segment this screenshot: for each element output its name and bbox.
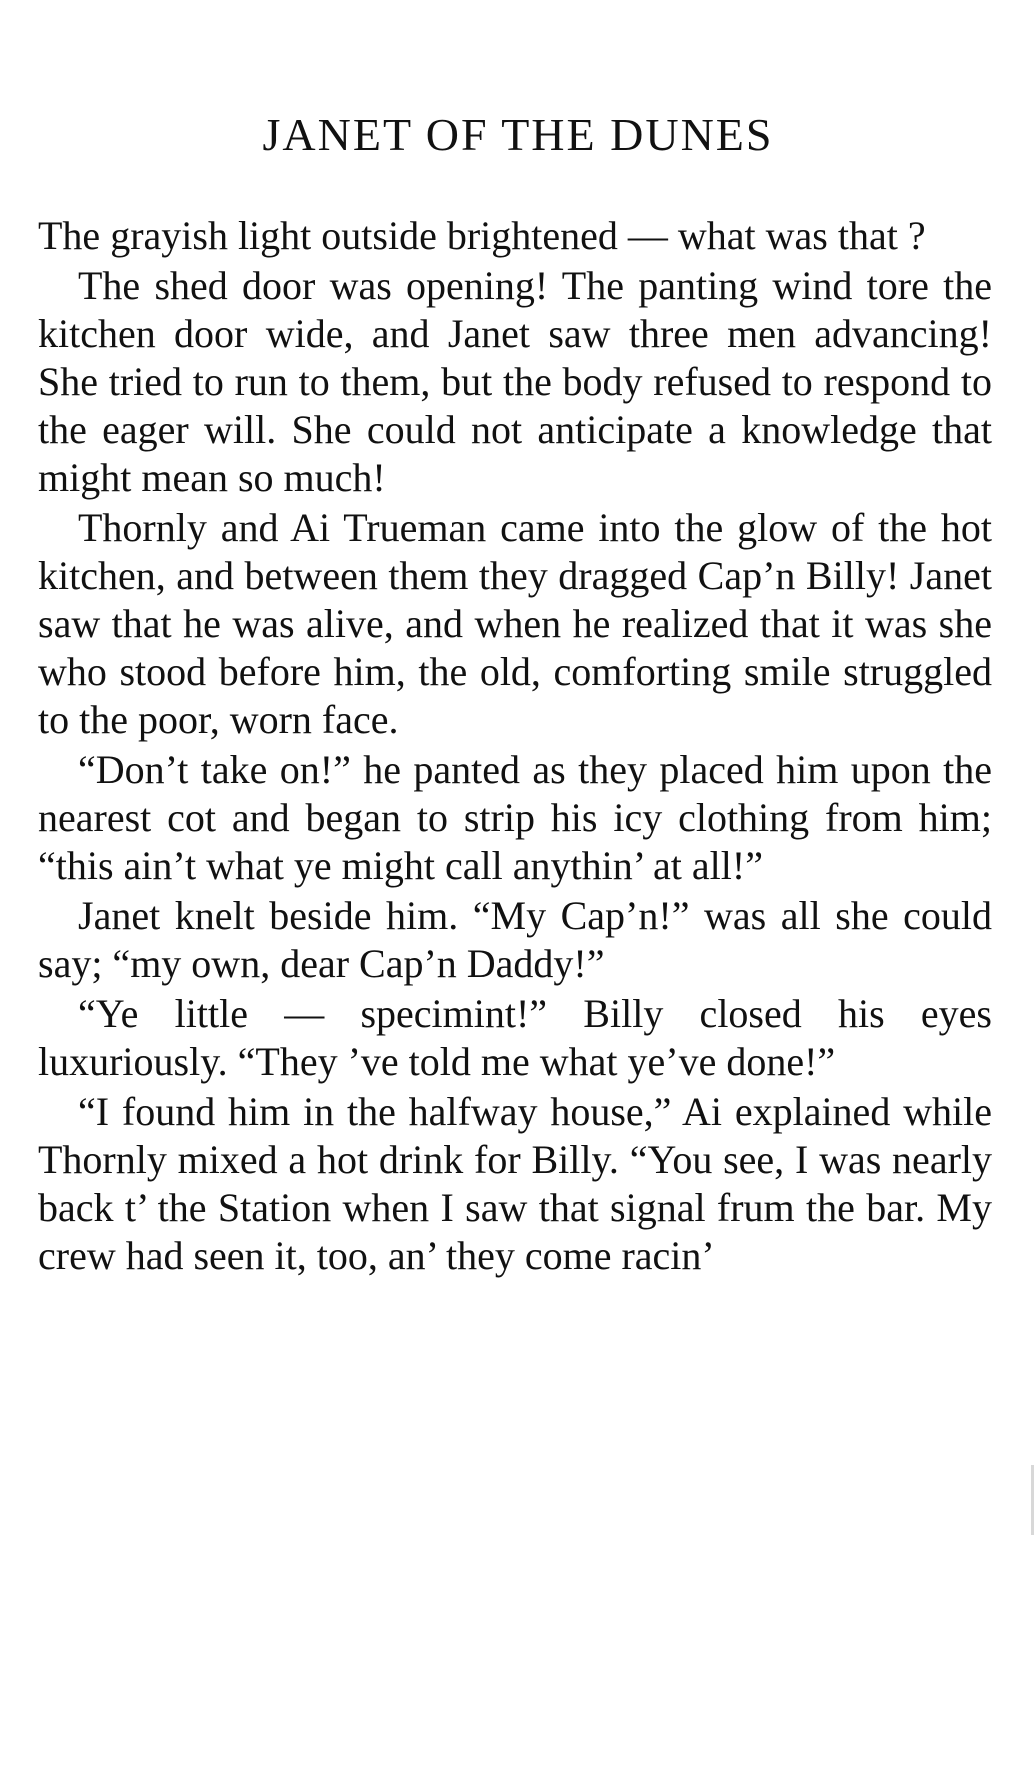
paragraph-5: Janet knelt beside him. “My Cap’n!” was all she could say; “my own, dear Cap’n Daddy!” — [38, 893, 992, 986]
paragraph-2: The shed door was opening! The panting wind tore the kitchen door wide, and Janet saw three men advancing! She tried to run to them, but the body refused to respond to the eager will. She could not anticipate a knowledge that might mean so much! — [38, 263, 992, 500]
running-title: JANET OF THE DUNES — [262, 109, 774, 160]
paragraph-1: The grayish light outside brightened — what was that ? — [38, 213, 926, 258]
paragraph-4: “Don’t take on!” he panted as they placed him upon the nearest cot and began to strip his icy clothing from him; “this ain’t what ye might call anythin’ at all!” — [38, 747, 992, 888]
paragraph-7: “I found him in the halfway house,” Ai explained while Thornly mixed a hot drink for Billy. “You see, I was nearly back t’ the Station when I saw that signal frum the bar. My crew had seen it, too, an’ they come racin’ — [38, 1089, 992, 1278]
paragraph-6: “Ye little — specimint!” Billy closed his eyes luxuriously. “They ’ve told me what ye’ve done!” — [38, 991, 992, 1084]
scan-edge-mark — [1031, 1465, 1034, 1535]
paragraph-3: Thornly and Ai Trueman came into the glow of the hot kitchen, and between them they dragged Cap’n Billy! Janet saw that he was alive, and when he realized that it was she who stood before him, the old, comforting smile struggled to the poor, worn face. — [38, 505, 992, 742]
page-body — [38, 212, 992, 1280]
